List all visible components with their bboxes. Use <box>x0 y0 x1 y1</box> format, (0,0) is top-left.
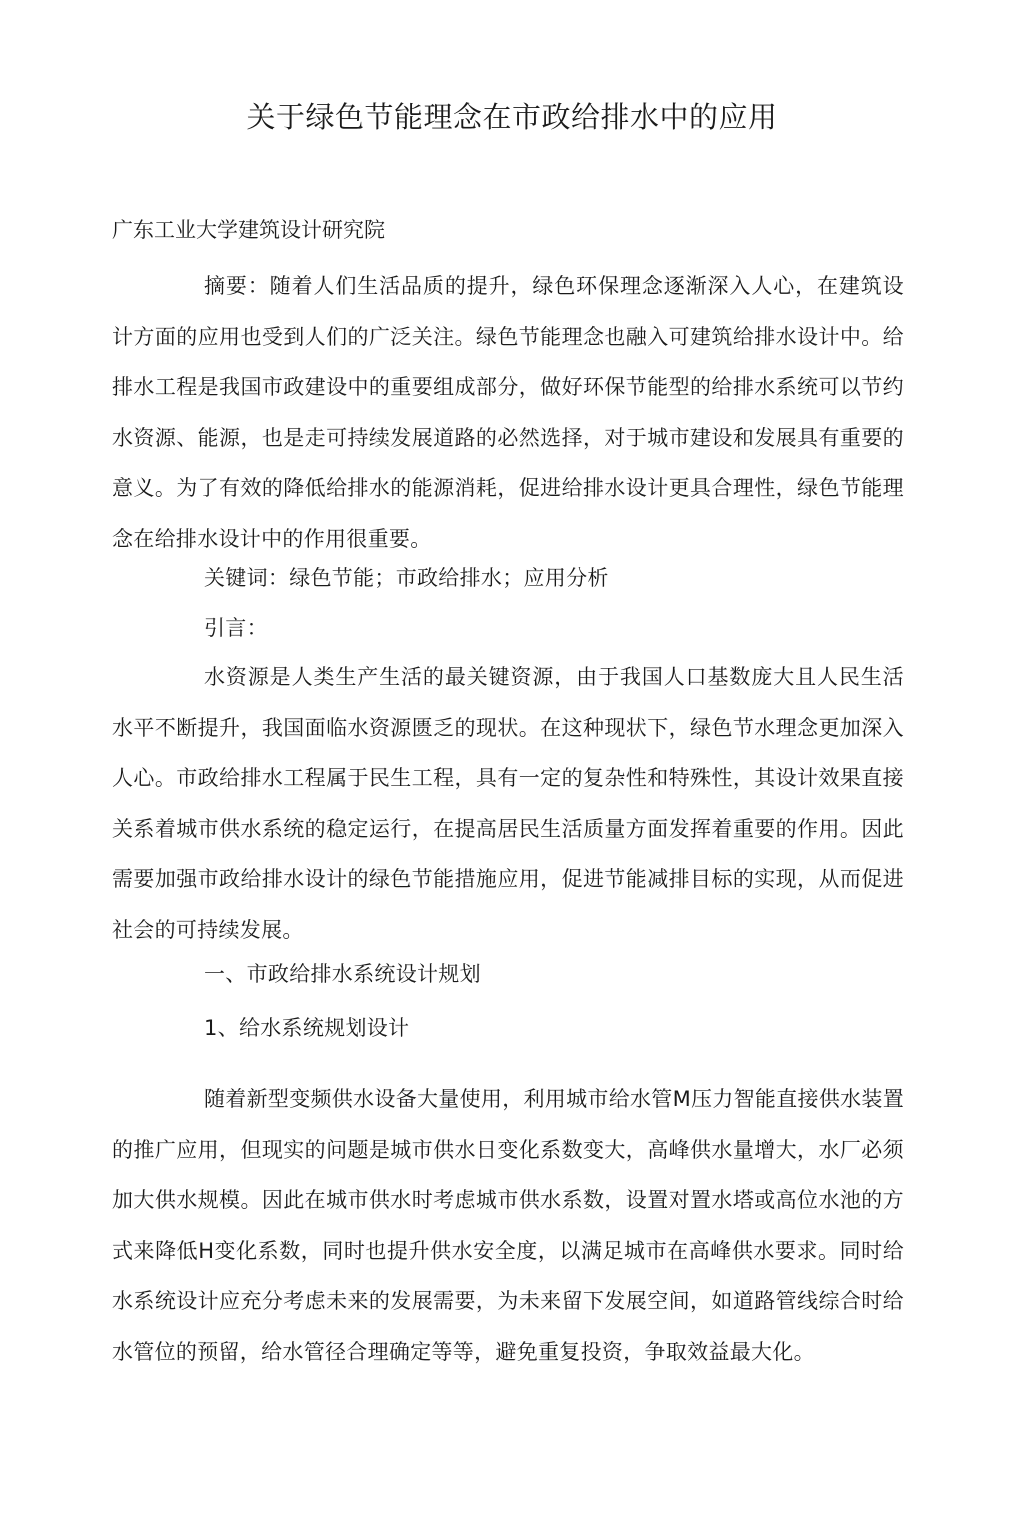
author-affiliation: 广东工业大学建筑设计研究院 <box>112 218 385 242</box>
document-title: 关于绿色节能理念在市政给排水中的应用 <box>246 100 778 134</box>
section-heading: 一、市政给排水系统设计规划 <box>204 962 481 986</box>
subsection-heading: 1、给水系统规划设计 <box>204 1016 410 1040</box>
subsection-paragraph: 随着新型变频供水设备大量使用，利用城市给水管M压力智能直接供水装置的推广应用，但现实的问题是城市供水日变化系数变大，高峰供水量增大，水厂必须加大供水规模。因此在城市供水时考虑城市供水系数，设置对置水塔或高位水池的方式来降低H变化系数，同时也提升供水安全度，以满足城市在高峰供水要求。同时给水系统设计应充分考虑未来的发展需要，为未来留下发展空间，如道路管线综合时给水管位的预留，给水管径合理确定等等，避免重复投资，争取效益最大化。 <box>112 1087 905 1364</box>
keywords-line: 关键词：绿色节能；市政给排水；应用分析 <box>204 566 609 590</box>
introduction-heading: 引言： <box>204 616 268 640</box>
abstract-paragraph: 摘要：随着人们生活品质的提升，绿色环保理念逐渐深入人心，在建筑设计方面的应用也受到人们的广泛关注。绿色节能理念也融入可建筑给排水设计中。给排水工程是我国市政建设中的重要组成部分，做好环保节能型的给排水系统可以节约水资源、能源，也是走可持续发展道路的必然选择，对于城市建设和发展具有重要的意义。为了有效的降低给排水的能源消耗，促进给排水设计更具合理性，绿色节能理念在给排水设计中的作用很重要。 <box>112 274 904 551</box>
introduction-paragraph: 水资源是人类生产生活的最关键资源，由于我国人口基数庞大且人民生活水平不断提升，我国面临水资源匮乏的现状。在这种现状下，绿色节水理念更加深入人心。市政给排水工程属于民生工程，具有一定的复杂性和特殊性，其设计效果直接关系着城市供水系统的稳定运行，在提高居民生活质量方面发挥着重要的作用。因此需要加强市政给排水设计的绿色节能措施应用，促进节能减排目标的实现，从而促进社会的可持续发展。 <box>112 665 904 942</box>
